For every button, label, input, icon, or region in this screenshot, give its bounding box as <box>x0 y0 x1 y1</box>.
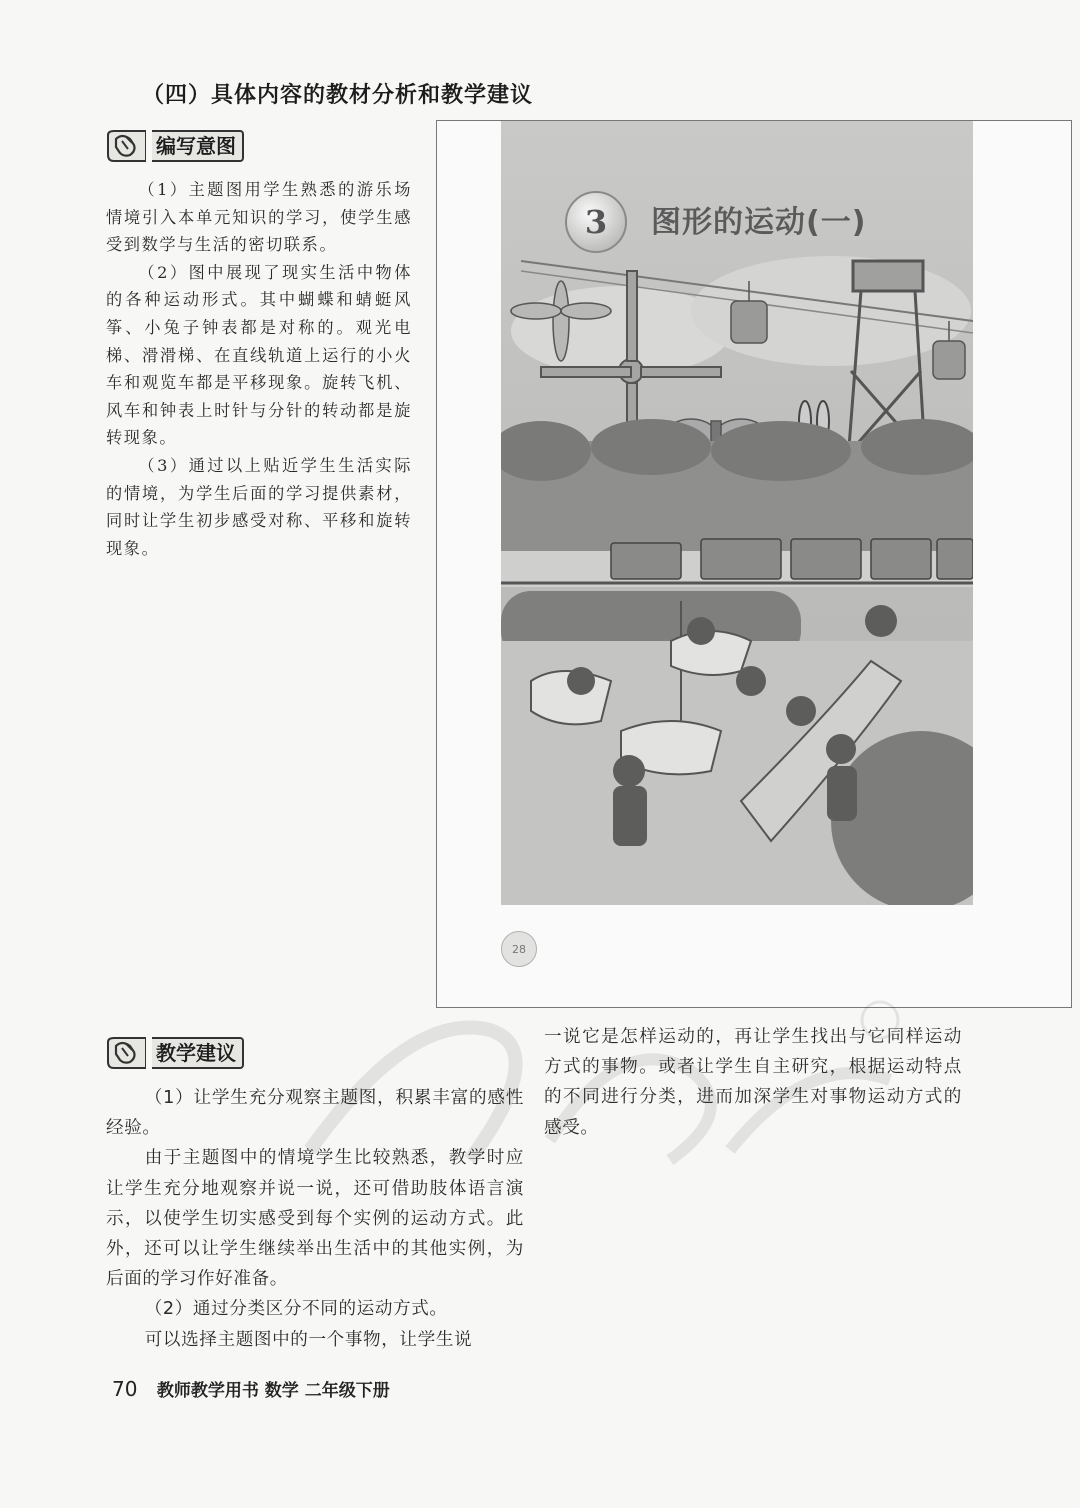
hand-pointer-icon <box>104 129 146 163</box>
section-title: （四）具体内容的教材分析和教学建议 <box>142 83 534 108</box>
figure-page-number: 28 <box>501 931 537 967</box>
chapter-title: 图形的运动(一) <box>651 205 867 240</box>
chapter-number-badge: 3 <box>565 191 627 253</box>
suggestion-paragraph-continued: 一说它是怎样运动的，再让学生找出与它同样运动方式的事物。或者让学生自主研究，根据运动特点的不同进行分类，进而加深学生对事物运动方式的感受。 <box>544 1027 962 1138</box>
amusement-park-illustration <box>501 121 973 905</box>
theme-figure-frame <box>436 120 1072 1008</box>
suggestion-paragraph-1: （1）让学生充分观察主题图，积累丰富的感性经验。 <box>106 1088 524 1139</box>
suggestion-heading-label: 教学建议 <box>152 1037 244 1069</box>
suggestion-paragraph-3: （2）通过分类区分不同的运动方式。 <box>144 1299 448 1320</box>
suggestion-paragraph-2: 由于主题图中的情境学生比较熟悉，教学时应让学生充分地观察并说一说，还可借助肢体语言演示，以使学生切实感受到每个实例的运动方式。此外，还可以让学生继续举出生活中的其他实例，为后面的学习作好准备。 <box>106 1148 524 1290</box>
intent-heading-label: 编写意图 <box>152 130 244 162</box>
footer-book-title: 教师教学用书 数学 二年级下册 <box>156 1381 390 1401</box>
suggestion-heading <box>104 1036 244 1070</box>
footer-page-number: 70 <box>112 1377 138 1401</box>
intent-heading <box>104 129 244 163</box>
page-footer <box>112 1376 390 1401</box>
suggestion-right-column <box>544 1022 962 1143</box>
intent-paragraph-2: （2）图中展现了现实生活中物体的各种运动形式。其中蝴蝶和蜻蜓风筝、小兔子钟表都是对称的。观光电梯、滑滑梯、在直线轨道上运行的小火车和观览车都是平移现象。旋转飞机、风车和钟表上时针与分针的转动都是旋转现象。 <box>106 262 412 448</box>
suggestion-left-column <box>106 1083 524 1355</box>
hand-pointer-icon <box>104 1036 146 1070</box>
intent-paragraph-3: （3）通过以上贴近学生生活实际的情境，为学生后面的学习提供素材，同时让学生初步感受对称、平移和旋转现象。 <box>106 455 412 558</box>
suggestion-paragraph-4: 可以选择主题图中的一个事物，让学生说 <box>144 1329 473 1350</box>
intent-text <box>106 176 412 562</box>
intent-paragraph-1: （1）主题图用学生熟悉的游乐场情境引入本单元知识的学习，使学生感受到数学与生活的密切联系。 <box>106 180 412 255</box>
